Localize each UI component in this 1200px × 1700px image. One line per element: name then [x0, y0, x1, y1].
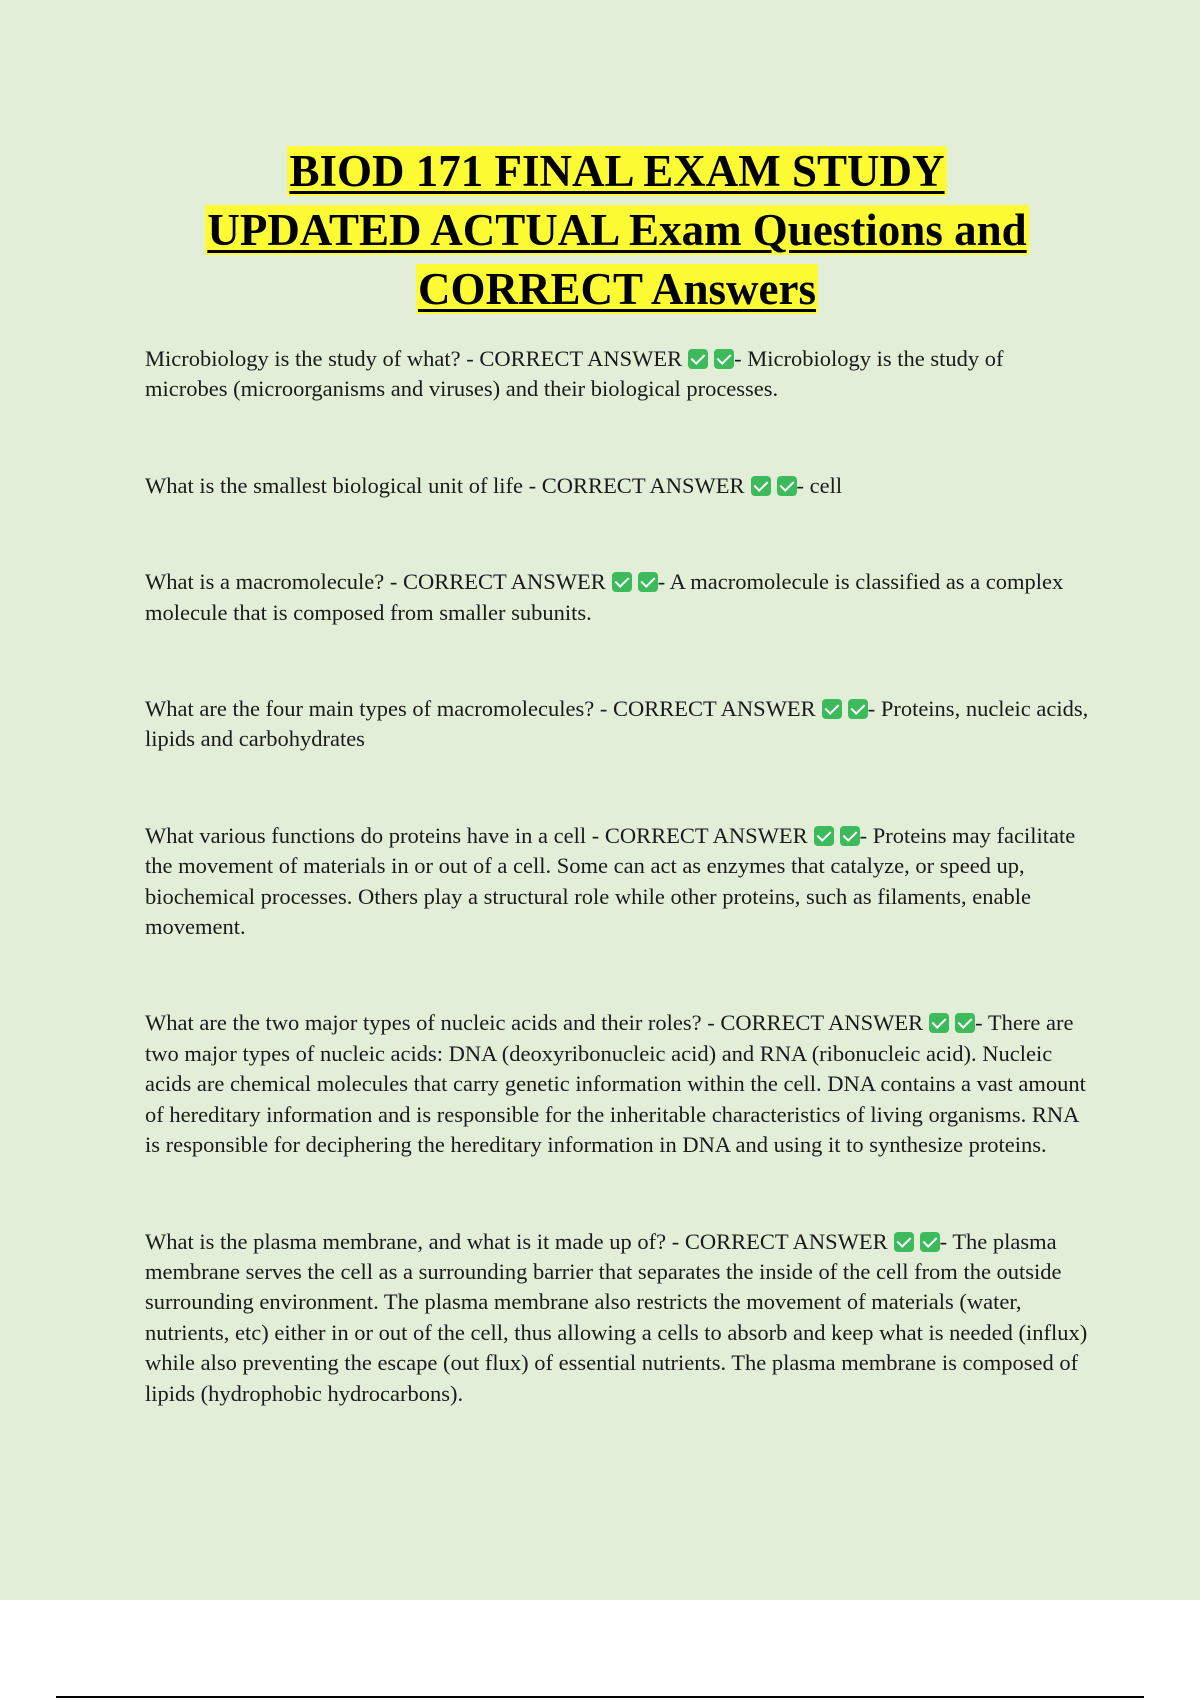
check-box-icon [777, 476, 797, 496]
check-box-icon [929, 1013, 949, 1033]
question-text: What is the smallest biological unit of life [145, 472, 524, 498]
question-text: What are the two major types of nucleic acids and their roles? [145, 1010, 702, 1036]
correct-answer-label: CORRECT ANSWER [684, 1228, 888, 1254]
check-box-icon [638, 572, 658, 592]
qa-item: What is the smallest biological unit of life - CORRECT ANSWER - cell [145, 472, 843, 498]
check-box-icon [955, 1013, 975, 1033]
correct-answer-label: CORRECT ANSWER [720, 1010, 924, 1036]
check-box-icon [751, 476, 771, 496]
qa-item: What are the four main types of macromolecules? - CORRECT ANSWER - Proteins, nucleic acids, lipids and carbohydrates [145, 696, 1089, 752]
answer-text: Proteins, nucleic acids, lipids and carbohydrates [145, 696, 1089, 752]
correct-answer-label: CORRECT ANSWER [612, 696, 816, 722]
question-text: Microbiology is the study of what? [145, 346, 461, 371]
check-box-icon [822, 699, 842, 719]
qa-item: What various functions do proteins have in a cell - CORRECT ANSWER - Proteins may facilitate the movement of materials in or out of a cell. Some can act as enzymes that catalyze, or speed up, biochemical processes. Others play a structural role while other proteins, such as filaments, enable movement. [145, 822, 1076, 940]
qa-list [145, 344, 1090, 1409]
check-box-icon [920, 1232, 940, 1252]
check-box-icon [814, 826, 834, 846]
check-box-icon [612, 572, 632, 592]
title-line-2: UPDATED ACTUAL Exam Questions and [207, 205, 1027, 255]
check-box-icon [688, 349, 708, 369]
question-text: What various functions do proteins have in a cell [145, 822, 587, 848]
question-text: What is the plasma membrane, and what is it made up of? [145, 1228, 667, 1254]
check-box-icon [840, 826, 860, 846]
qa-item: What is a macromolecule? - CORRECT ANSWER - A macromolecule is classified as a complex molecule that is composed from smaller subunits. [145, 569, 1064, 625]
answer-text: Microbiology is the study of microbes (microorganisms and viruses) and their biological processes. [145, 346, 1004, 402]
correct-answer-label: CORRECT ANSWER [403, 569, 606, 595]
check-box-icon [848, 699, 868, 719]
question-text: What are the four main types of macromolecules? [145, 696, 595, 722]
correct-answer-label: CORRECT ANSWER [541, 472, 745, 498]
answer-text: The plasma membrane serves the cell as a surrounding barrier that separates the inside of the cell from the outside surrounding environment. The plasma membrane also restricts the movement of materials (water, nutrients, etc) either in or out of the cell, thus allowing a cells to absorb and keep what is needed (influx) while also preventing the escape (out flux) of essential nutrients. The plasma membrane is composed of lipids (hydrophobic hydrocarbons). [145, 1228, 1088, 1406]
document-title [120, 142, 1114, 319]
correct-answer-label: CORRECT ANSWER [479, 346, 683, 371]
correct-answer-label: CORRECT ANSWER [604, 822, 808, 848]
answer-text: cell [809, 472, 843, 498]
question-text: What is a macromolecule? [145, 569, 385, 595]
qa-item: What are the two major types of nucleic acids and their roles? - CORRECT ANSWER - There are two major types of nucleic acids: DNA (deoxyribonucleic acid) and RNA (ribonucleic acid). Nucleic acids are chemical molecules that carry genetic information within the cell. DNA contains a vast amount of hereditary information and is responsible for the inheritable characteristics of living organisms. RNA is responsible for deciphering the hereditary information in DNA and using it to synthesize proteins. [145, 1010, 1086, 1158]
qa-item: Microbiology is the study of what? - CORRECT ANSWER - Microbiology is the study of microbes (microorganisms and viruses) and their biological processes. [145, 346, 1004, 402]
check-box-icon [714, 349, 734, 369]
qa-item: What is the plasma membrane, and what is it made up of? - CORRECT ANSWER - The plasma membrane serves the cell as a surrounding barrier that separates the inside of the cell from the outside surrounding environment. The plasma membrane also restricts the movement of materials (water, nutrients, etc) either in or out of the cell, thus allowing a cells to absorb and keep what is needed (influx) while also preventing the escape (out flux) of essential nutrients. The plasma membrane is composed of lipids (hydrophobic hydrocarbons). [145, 1228, 1088, 1406]
check-box-icon [894, 1232, 914, 1252]
title-line-3: CORRECT Answers [418, 264, 816, 314]
answer-text: A macromolecule is classified as a complex molecule that is composed from smaller subunits. [145, 569, 1064, 625]
title-line-1: BIOD 171 FINAL EXAM STUDY [289, 146, 945, 196]
answer-text: There are two major types of nucleic acids: DNA (deoxyribonucleic acid) and RNA (ribonucleic acid). Nucleic acids are chemical molecules that carry genetic information within the cell. DNA contains a vast amount of hereditary information and is responsible for the inheritable characteristics of living organisms. RNA is responsible for deciphering the hereditary information in DNA and using it to synthesize proteins. [145, 1010, 1086, 1158]
answer-text: Proteins may facilitate the movement of materials in or out of a cell. Some can act as enzymes that catalyze, or speed up, biochemical processes. Others play a structural role while other proteins, such as filaments, enable movement. [145, 822, 1076, 940]
footer-divider [56, 1696, 1144, 1698]
